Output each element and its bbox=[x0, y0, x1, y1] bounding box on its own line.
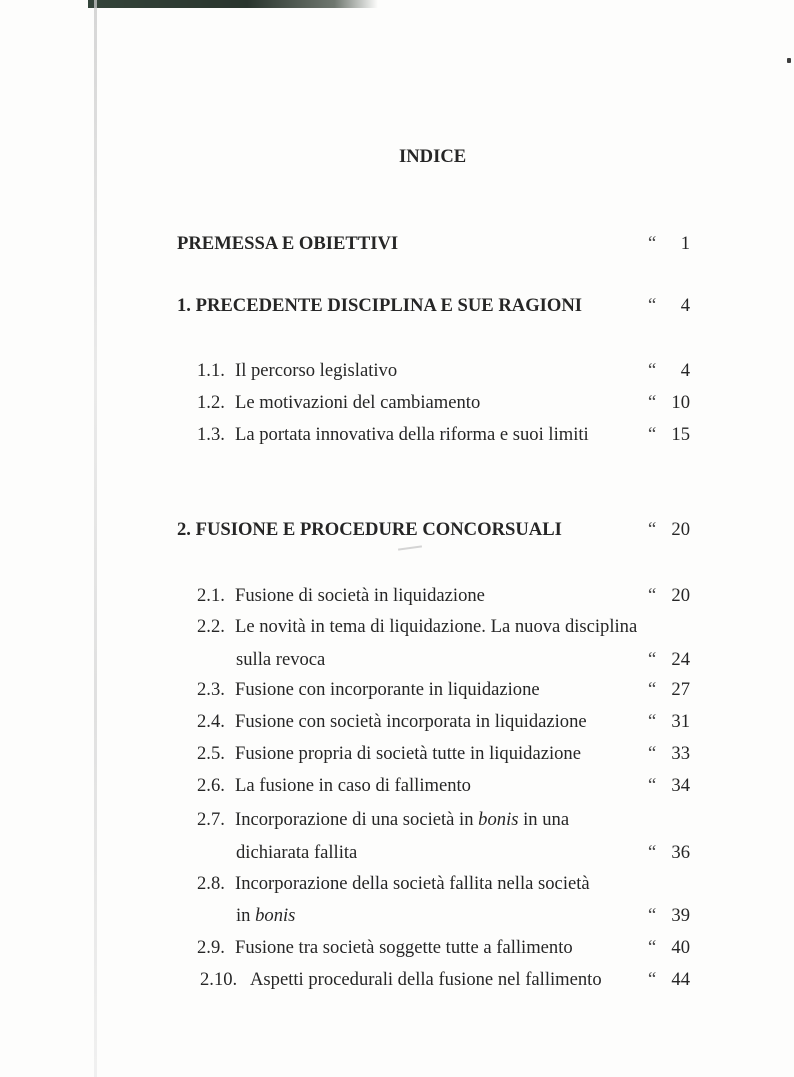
page-leader-mark: “ bbox=[648, 937, 657, 958]
section-title: Incorporazione della società fallita nella società bbox=[235, 873, 590, 894]
section-title: Fusione di società in liquidazione bbox=[235, 585, 485, 606]
section-title-continued: sulla revoca bbox=[236, 649, 326, 670]
page-leader-mark: “ bbox=[648, 519, 657, 540]
section-title: Le novità in tema di liquidazione. La nuova disciplina bbox=[235, 616, 638, 637]
toc-section-2-8-continued bbox=[0, 904, 794, 928]
page-reference bbox=[648, 742, 690, 766]
scan-top-edge bbox=[88, 0, 378, 8]
page-reference bbox=[648, 584, 690, 608]
toc-section-1-1 bbox=[0, 359, 794, 383]
section-number: 1.1. bbox=[197, 360, 225, 381]
toc-section-2-4 bbox=[0, 710, 794, 734]
section-title-continued bbox=[236, 904, 295, 928]
page-number: 34 bbox=[671, 775, 690, 796]
scan-speck bbox=[398, 545, 422, 550]
toc-title: INDICE bbox=[399, 146, 467, 167]
section-title: Fusione con società incorporata in liquidazione bbox=[235, 711, 587, 732]
page-reference bbox=[648, 968, 690, 992]
page-leader-mark: “ bbox=[648, 360, 657, 381]
page-reference bbox=[648, 391, 690, 415]
page-leader-mark: “ bbox=[648, 711, 657, 732]
italic-term: bonis bbox=[255, 905, 296, 926]
chapter-title: PRECEDENTE DISCIPLINA E SUE RAGIONI bbox=[195, 295, 583, 316]
page-number: 39 bbox=[671, 905, 690, 926]
chapter-title: PREMESSA E OBIETTIVI bbox=[177, 233, 399, 254]
page-reference bbox=[648, 678, 690, 702]
section-title: Aspetti procedurali della fusione nel fallimento bbox=[250, 969, 602, 990]
title-text: in una bbox=[518, 809, 570, 830]
page-leader-mark: “ bbox=[648, 775, 657, 796]
chapter-heading bbox=[177, 294, 582, 318]
section-number: 1.3. bbox=[197, 424, 225, 445]
page-leader-mark: “ bbox=[648, 585, 657, 606]
toc-section-1-3 bbox=[0, 423, 794, 447]
page-reference bbox=[648, 648, 690, 672]
toc-section-2-6 bbox=[0, 774, 794, 798]
page-reference bbox=[648, 423, 690, 447]
section-title bbox=[235, 808, 569, 832]
page-leader-mark: “ bbox=[648, 842, 657, 863]
toc-section-2-5 bbox=[0, 742, 794, 766]
page-number: 20 bbox=[671, 519, 690, 540]
toc-section-2-9 bbox=[0, 936, 794, 960]
page-number: 20 bbox=[671, 585, 690, 606]
page-number: 24 bbox=[671, 649, 690, 670]
page-reference bbox=[648, 774, 690, 798]
section-number: 2.2. bbox=[197, 616, 225, 637]
chapter-heading bbox=[177, 518, 562, 542]
page-number: 36 bbox=[671, 842, 690, 863]
chapter-number: 2. bbox=[177, 519, 191, 540]
section-number: 2.5. bbox=[197, 743, 225, 764]
page-number: 33 bbox=[671, 743, 690, 764]
section-number: 2.6. bbox=[197, 775, 225, 796]
page-number: 4 bbox=[680, 360, 690, 381]
section-number: 2.7. bbox=[197, 809, 225, 830]
chapter-number: 1. bbox=[177, 295, 191, 316]
page-leader-mark: “ bbox=[648, 969, 657, 990]
page-reference bbox=[648, 841, 690, 865]
section-title: La fusione in caso di fallimento bbox=[235, 775, 471, 796]
toc-entry-premessa bbox=[0, 232, 794, 256]
section-number: 2.10. bbox=[200, 969, 238, 990]
page-reference bbox=[648, 936, 690, 960]
page-reference bbox=[648, 294, 690, 318]
toc-chapter-1 bbox=[0, 294, 794, 318]
toc-section-2-8 bbox=[0, 872, 794, 896]
title-text: in bbox=[236, 905, 256, 926]
page-reference bbox=[648, 518, 690, 542]
page-number: 15 bbox=[671, 424, 690, 445]
section-title: Le motivazioni del cambiamento bbox=[235, 392, 481, 413]
section-number: 2.8. bbox=[197, 873, 225, 894]
page-leader-mark: “ bbox=[648, 392, 657, 413]
section-title: Fusione con incorporante in liquidazione bbox=[235, 679, 540, 700]
page-leader-mark: “ bbox=[648, 743, 657, 764]
toc-section-2-2 bbox=[0, 615, 794, 639]
page-number: 31 bbox=[671, 711, 690, 732]
page-number: 40 bbox=[671, 937, 690, 958]
page-leader-mark: “ bbox=[648, 424, 657, 445]
page-reference bbox=[648, 232, 690, 256]
page-leader-mark: “ bbox=[648, 905, 657, 926]
section-number: 2.9. bbox=[197, 937, 225, 958]
page-number: 27 bbox=[671, 679, 690, 700]
section-title: La portata innovativa della riforma e suoi limiti bbox=[235, 424, 589, 445]
page-reference bbox=[648, 904, 690, 928]
section-number: 2.1. bbox=[197, 585, 225, 606]
italic-term: bonis bbox=[478, 809, 519, 830]
toc-section-2-10 bbox=[0, 968, 794, 992]
toc-section-2-7-continued bbox=[0, 841, 794, 865]
title-text: Incorporazione di una società in bbox=[235, 809, 479, 830]
toc-section-2-1 bbox=[0, 584, 794, 608]
section-number: 2.4. bbox=[197, 711, 225, 732]
section-title: Fusione tra società soggette tutte a fallimento bbox=[235, 937, 573, 958]
page-number: 4 bbox=[680, 295, 690, 316]
page-number: 44 bbox=[671, 969, 690, 990]
toc-chapter-2 bbox=[0, 518, 794, 542]
page-leader-mark: “ bbox=[648, 679, 657, 700]
section-title: Il percorso legislativo bbox=[235, 360, 398, 381]
page-leader-mark: “ bbox=[648, 295, 657, 316]
section-number: 2.3. bbox=[197, 679, 225, 700]
chapter-title: FUSIONE E PROCEDURE CONCORSUALI bbox=[195, 519, 562, 540]
toc-section-2-7 bbox=[0, 808, 794, 832]
page-number: 10 bbox=[671, 392, 690, 413]
page-number: 1 bbox=[680, 233, 690, 254]
toc-section-2-3 bbox=[0, 678, 794, 702]
section-title-continued: dichiarata fallita bbox=[236, 842, 358, 863]
page-leader-mark: “ bbox=[648, 649, 657, 670]
scan-dust-mark bbox=[787, 58, 791, 63]
section-title: Fusione propria di società tutte in liquidazione bbox=[235, 743, 581, 764]
page-leader-mark: “ bbox=[648, 233, 657, 254]
section-number: 1.2. bbox=[197, 392, 225, 413]
page-reference bbox=[648, 710, 690, 734]
toc-section-2-2-continued bbox=[0, 648, 794, 672]
toc-section-1-2 bbox=[0, 391, 794, 415]
page-reference bbox=[648, 359, 690, 383]
